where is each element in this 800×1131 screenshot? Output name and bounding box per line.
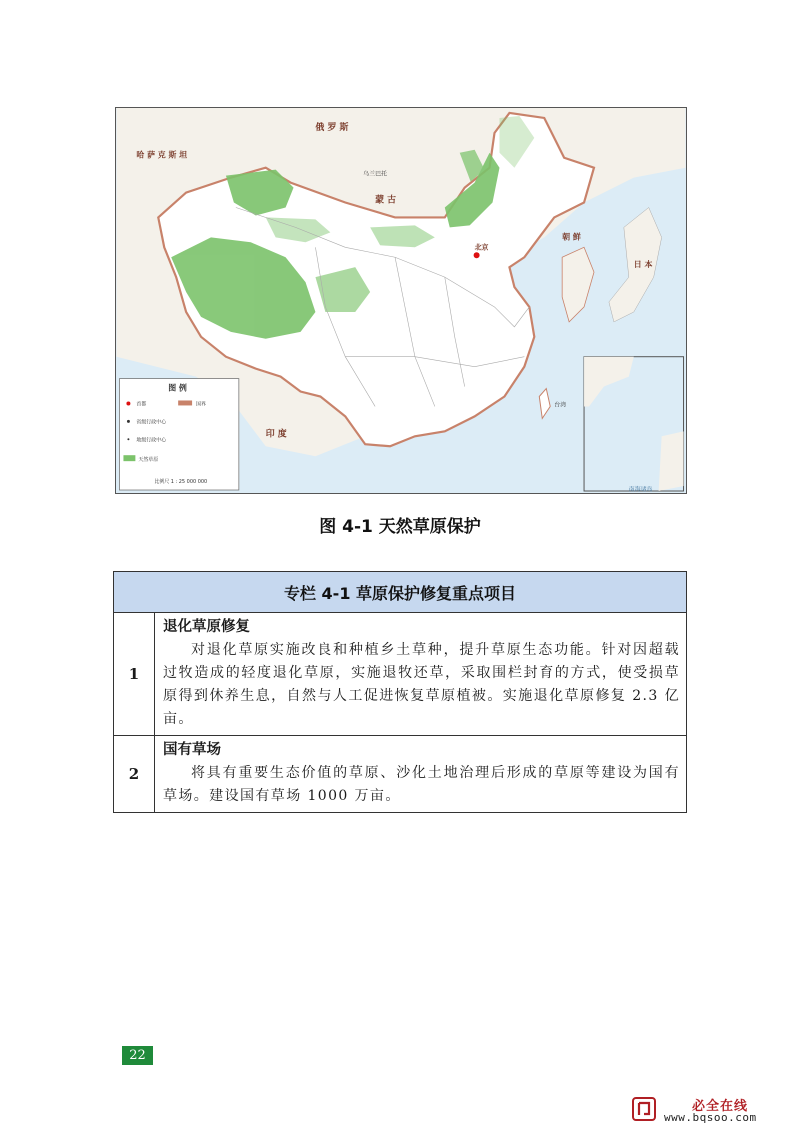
capital-marker (474, 252, 480, 258)
table-row (114, 736, 687, 813)
map-legend (119, 379, 238, 490)
row-title: 国有草场 (163, 742, 221, 758)
kazakhstan-label: 哈 萨 克 斯 坦 (136, 150, 188, 160)
project-table (113, 571, 687, 813)
legend-prefecture-icon (127, 438, 129, 440)
taiwan-land (539, 389, 550, 419)
row-text: 将具有重要生态价值的草原、沙化土地治理后形成的草原等建设为国有草场。建设国有草场 1000 万亩。 (163, 765, 680, 804)
legend-item-capital: 首都 (136, 401, 147, 408)
legend-title: 图 例 (168, 383, 187, 393)
watermark-logo-icon (632, 1097, 656, 1121)
south-sea-inset (584, 357, 683, 493)
map-svg (116, 108, 686, 493)
grassland-map (115, 107, 687, 494)
row-number: 1 (114, 613, 155, 736)
page-number: 22 (122, 1046, 153, 1065)
row-number: 2 (114, 736, 155, 813)
legend-item-province: 省级行政中心 (136, 419, 167, 426)
watermark-name: 必全在线 (692, 1099, 749, 1114)
table-row (114, 613, 687, 736)
watermark-url: www.bqsoo.com (664, 1111, 757, 1124)
legend-grassland-icon (123, 455, 135, 461)
row-content (155, 613, 687, 736)
legend-scale: 比例尺 1 : 25 000 000 (154, 479, 208, 486)
row-content (155, 736, 687, 813)
korea-label: 朝 鲜 (562, 232, 581, 242)
japan-label: 日 本 (633, 260, 653, 270)
russia-label: 俄 罗 斯 (315, 122, 349, 133)
ulaanbaatar-label: 乌兰巴托 (363, 170, 388, 178)
south-sea-label: 南海诸岛 (628, 486, 653, 493)
beijing-label: 北京 (474, 243, 489, 252)
legend-item-border: 国界 (196, 401, 207, 408)
table-header: 专栏 4-1 草原保护修复重点项目 (114, 572, 687, 613)
mongolia-label: 蒙 古 (375, 195, 397, 206)
row-title: 退化草原修复 (163, 619, 250, 635)
legend-capital-icon (126, 401, 130, 405)
legend-province-icon (127, 420, 130, 423)
legend-border-icon (178, 400, 192, 405)
korea-land (562, 247, 594, 322)
figure-caption: 图 4-1 天然草原保护 (319, 517, 481, 537)
row-text: 对退化草原实施改良和种植乡土草种，提升草原生态功能。针对因超载过牧造成的轻度退化草原，实施退牧还草，采取围栏封育的方式，使受损草原得到休养生息，自然与人工促进恢复草原植被。实施退化草原修复 2.3 亿亩。 (163, 642, 680, 727)
watermark (632, 1094, 782, 1124)
india-label: 印 度 (265, 429, 287, 440)
legend-item-grassland: 天然草原 (138, 457, 159, 464)
legend-item-prefecture: 地级行政中心 (136, 437, 167, 444)
taiwan-label: 台湾 (554, 401, 567, 409)
